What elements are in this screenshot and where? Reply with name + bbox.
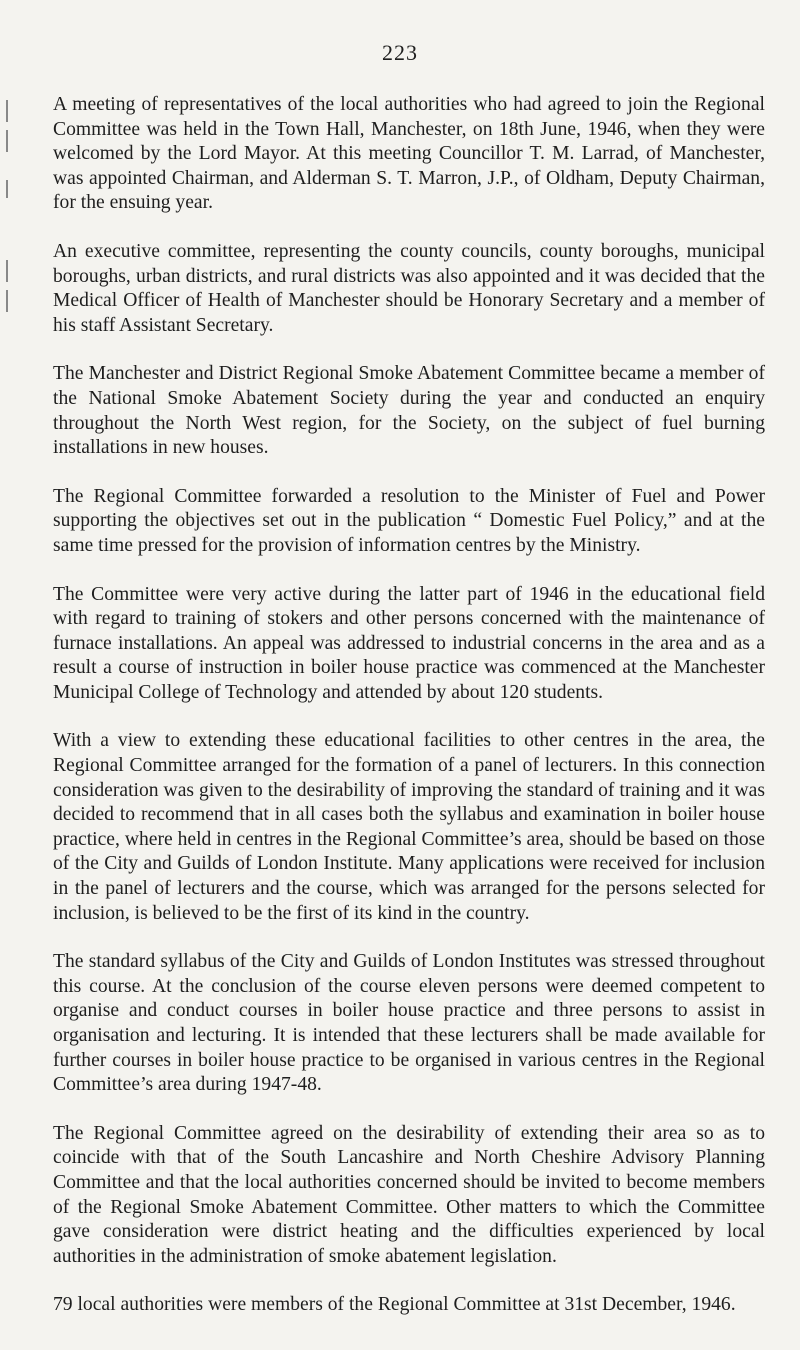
binding-margin-marks: [0, 100, 14, 360]
paragraph-resolution-to-minister: The Regional Committee forwarded a resolution to the Minister of Fuel and Power supporting the objectives set out in the publication “ Domestic Fuel Policy,” and at the same time pressed for the provision of information centres by the Ministry.: [53, 485, 765, 556]
paragraph-regional-committee-meeting: A meeting of representatives of the local authorities who had agreed to join the Regional Committee was held in the Town Hall, Manchester, on 18th June, 1946, when they were welcomed by the Lord Mayor. At this meeting Councillor T. M. Larrad, of Manchester, was appointed Chairman, and Alderman S. T. Marron, J.P., of Oldham, Deputy Chairman, for the ensuing year.: [53, 94, 765, 214]
paragraph-extending-area: The Regional Committee agreed on the desirability of extending their area so as to coincide with that of the South Lancashire and North Cheshire Advisory Planning Committee and that the local authorities concerned should be invited to become members of the Regional Smoke Abatement Committee. Other matters to which the Committee gave consideration were district heating and the difficulties experienced by local authorities in the administration of smoke abatement legislation.: [53, 1122, 765, 1267]
paragraph-member-count: 79 local authorities were members of the Regional Committee at 31st December, 1946.: [53, 1294, 736, 1316]
paragraph-executive-committee: An executive committee, representing the county councils, county boroughs, municipal boroughs, urban districts, and rural districts was also appointed and it was decided that the Medical Officer of Health of Manchester should be Honorary Secretary and a member of his staff Assistant Secretary.: [53, 240, 765, 336]
page-number: 223: [382, 40, 418, 65]
paragraph-standard-syllabus: The standard syllabus of the City and Guilds of London Institutes was stressed throughout this course. At the conclusion of the course eleven persons were deemed competent to organise and conduct courses in boiler house practice and three persons to assist in organisation and lecturing. It is intended that these lecturers shall be made available for further courses in boiler house practice to be organised in various centres in the Regional Committee’s area during 1947-48.: [53, 951, 765, 1096]
paragraph-national-society-membership: The Manchester and District Regional Smoke Abatement Committee became a member of the National Smoke Abatement Society during the year and conducted an enquiry throughout the North West region, for the Society, on the subject of fuel burning installations in new houses.: [53, 363, 765, 459]
paragraph-educational-field: The Committee were very active during the latter part of 1946 in the educational field with regard to training of stokers and other persons concerned with the maintenance of furnace installations. An appeal was addressed to industrial concerns in the area and as a result a course of instruction in boiler house practice was commenced at the Manchester Municipal College of Technology and attended by about 120 students.: [53, 583, 765, 703]
binding-mark: [6, 100, 8, 122]
paragraph-panel-of-lecturers: With a view to extending these educational facilities to other centres in the area, the Regional Committee arranged for the formation of a panel of lecturers. In this connection consideration was given to the desirability of improving the standard of training and it was decided to recommend that in all cases both the syllabus and examination in boiler house practice, where held in centres in the Regional Committee’s area, should be based on those of the City and Guilds of London Institute. Many applications were received for inclusion in the panel of lecturers and the course, which was arranged for the persons selected for inclusion, is believed to be the first of its kind in the country.: [53, 730, 765, 924]
binding-mark: [6, 260, 8, 282]
binding-mark: [6, 130, 8, 152]
binding-mark: [6, 290, 8, 312]
body-text: [53, 93, 765, 1342]
binding-mark: [6, 180, 8, 198]
